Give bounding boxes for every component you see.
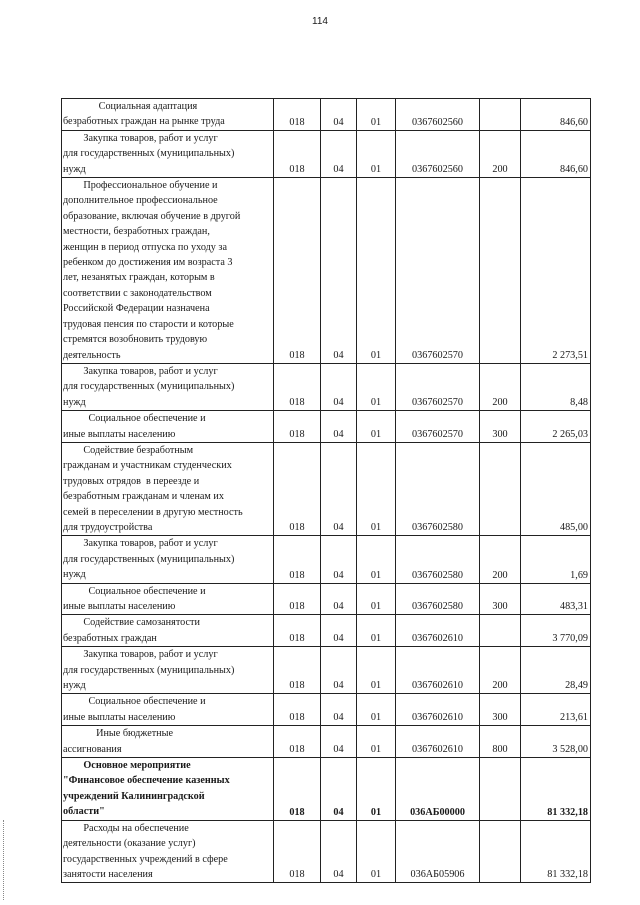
- expense-kind-cell: [480, 442, 521, 535]
- amount-cell: 846,60: [521, 130, 591, 177]
- target-article-cell: 0367602580: [396, 583, 480, 615]
- expense-kind-cell: 200: [480, 647, 521, 694]
- item-name-cell: Расходы на обеспечение деятельности (оказание услуг) государственных учреждений в сфере занятости населения: [62, 820, 274, 883]
- subsection-code-cell: 01: [357, 726, 396, 758]
- subsection-code-cell: 01: [357, 411, 396, 443]
- ministry-code-cell: 018: [274, 178, 321, 364]
- target-article-cell: 036АБ05906: [396, 820, 480, 883]
- target-article-cell: 0367602560: [396, 130, 480, 177]
- item-name-cell: Социальная адаптация безработных граждан на рынке труда: [62, 99, 274, 131]
- amount-cell: 3 528,00: [521, 726, 591, 758]
- target-article-cell: 0367602570: [396, 178, 480, 364]
- target-article-cell: 0367602570: [396, 363, 480, 410]
- section-code-cell: 04: [321, 694, 357, 726]
- section-code-cell: 04: [321, 99, 357, 131]
- item-name-cell: Социальное обеспечение и иные выплаты населению: [62, 583, 274, 615]
- subsection-code-cell: 01: [357, 536, 396, 583]
- expense-kind-cell: 800: [480, 726, 521, 758]
- budget-table: [61, 98, 591, 883]
- subsection-code-cell: 01: [357, 442, 396, 535]
- table-row: [62, 99, 591, 131]
- section-code-cell: 04: [321, 178, 357, 364]
- section-code-cell: 04: [321, 820, 357, 883]
- table-body: [62, 99, 591, 883]
- table-row: [62, 694, 591, 726]
- expense-kind-cell: 200: [480, 536, 521, 583]
- ministry-code-cell: 018: [274, 820, 321, 883]
- item-name-cell: Социальное обеспечение и иные выплаты населению: [62, 694, 274, 726]
- expense-kind-cell: [480, 615, 521, 647]
- ministry-code-cell: 018: [274, 411, 321, 443]
- table-row: [62, 647, 591, 694]
- amount-cell: 28,49: [521, 647, 591, 694]
- target-article-cell: 0367602610: [396, 647, 480, 694]
- ministry-code-cell: 018: [274, 536, 321, 583]
- target-article-cell: 036АБ00000: [396, 758, 480, 821]
- subsection-code-cell: 01: [357, 820, 396, 883]
- section-code-cell: 04: [321, 363, 357, 410]
- section-code-cell: 04: [321, 726, 357, 758]
- expense-kind-cell: 200: [480, 363, 521, 410]
- amount-cell: 213,61: [521, 694, 591, 726]
- amount-cell: 8,48: [521, 363, 591, 410]
- item-name-cell: Закупка товаров, работ и услуг для государственных (муниципальных) нужд: [62, 363, 274, 410]
- amount-cell: 483,31: [521, 583, 591, 615]
- expense-kind-cell: [480, 758, 521, 821]
- item-name-cell: Основное мероприятие "Финансовое обеспечение казенных учреждений Калининградской области": [62, 758, 274, 821]
- section-code-cell: 04: [321, 130, 357, 177]
- table-row: [62, 820, 591, 883]
- table-row: [62, 758, 591, 821]
- ministry-code-cell: 018: [274, 363, 321, 410]
- ministry-code-cell: 018: [274, 726, 321, 758]
- amount-cell: 846,60: [521, 99, 591, 131]
- page-number: 114: [312, 16, 328, 27]
- expense-kind-cell: 300: [480, 411, 521, 443]
- target-article-cell: 0367602610: [396, 726, 480, 758]
- table-row: [62, 363, 591, 410]
- ministry-code-cell: 018: [274, 647, 321, 694]
- table-row: [62, 726, 591, 758]
- section-code-cell: 04: [321, 442, 357, 535]
- subsection-code-cell: 01: [357, 130, 396, 177]
- target-article-cell: 0367602610: [396, 694, 480, 726]
- item-name-cell: Закупка товаров, работ и услуг для государственных (муниципальных) нужд: [62, 647, 274, 694]
- target-article-cell: 0367602570: [396, 411, 480, 443]
- item-name-cell: Профессиональное обучение и дополнительное профессиональное образование, включая обучение в другой местности, безработных граждан, женщин в период отпуска по уходу за ребенком до достижения им возраста 3 лет, незанятых граждан, которым в соответствии с законодательством Российской Федерации назначена трудовая пенсия по старости и которые стремятся возобновить трудовую деятельность: [62, 178, 274, 364]
- ministry-code-cell: 018: [274, 615, 321, 647]
- table-row: [62, 411, 591, 443]
- subsection-code-cell: 01: [357, 647, 396, 694]
- scan-edge-marks: [3, 820, 8, 900]
- table-row: [62, 536, 591, 583]
- subsection-code-cell: 01: [357, 178, 396, 364]
- ministry-code-cell: 018: [274, 130, 321, 177]
- section-code-cell: 04: [321, 411, 357, 443]
- table-row: [62, 583, 591, 615]
- item-name-cell: Иные бюджетные ассигнования: [62, 726, 274, 758]
- ministry-code-cell: 018: [274, 758, 321, 821]
- item-name-cell: Содействие самозанятости безработных граждан: [62, 615, 274, 647]
- ministry-code-cell: 018: [274, 442, 321, 535]
- amount-cell: 2 273,51: [521, 178, 591, 364]
- expense-kind-cell: 300: [480, 694, 521, 726]
- expense-kind-cell: [480, 99, 521, 131]
- amount-cell: 1,69: [521, 536, 591, 583]
- expense-kind-cell: [480, 178, 521, 364]
- item-name-cell: Закупка товаров, работ и услуг для государственных (муниципальных) нужд: [62, 130, 274, 177]
- expense-kind-cell: [480, 820, 521, 883]
- item-name-cell: Закупка товаров, работ и услуг для государственных (муниципальных) нужд: [62, 536, 274, 583]
- target-article-cell: 0367602610: [396, 615, 480, 647]
- section-code-cell: 04: [321, 758, 357, 821]
- table-row: [62, 442, 591, 535]
- subsection-code-cell: 01: [357, 615, 396, 647]
- item-name-cell: Содействие безработным гражданам и участникам студенческих трудовых отрядов в переезде и безработным гражданам и членам их семей в переселении в другую местность для трудоустройства: [62, 442, 274, 535]
- subsection-code-cell: 01: [357, 363, 396, 410]
- expense-kind-cell: 200: [480, 130, 521, 177]
- section-code-cell: 04: [321, 536, 357, 583]
- table-row: [62, 130, 591, 177]
- amount-cell: 2 265,03: [521, 411, 591, 443]
- target-article-cell: 0367602560: [396, 99, 480, 131]
- subsection-code-cell: 01: [357, 99, 396, 131]
- table-row: [62, 615, 591, 647]
- item-name-cell: Социальное обеспечение и иные выплаты населению: [62, 411, 274, 443]
- amount-cell: 485,00: [521, 442, 591, 535]
- section-code-cell: 04: [321, 615, 357, 647]
- expense-kind-cell: 300: [480, 583, 521, 615]
- ministry-code-cell: 018: [274, 694, 321, 726]
- section-code-cell: 04: [321, 583, 357, 615]
- ministry-code-cell: 018: [274, 583, 321, 615]
- amount-cell: 81 332,18: [521, 758, 591, 821]
- amount-cell: 3 770,09: [521, 615, 591, 647]
- target-article-cell: 0367602580: [396, 442, 480, 535]
- section-code-cell: 04: [321, 647, 357, 694]
- subsection-code-cell: 01: [357, 583, 396, 615]
- target-article-cell: 0367602580: [396, 536, 480, 583]
- table-row: [62, 178, 591, 364]
- subsection-code-cell: 01: [357, 694, 396, 726]
- amount-cell: 81 332,18: [521, 820, 591, 883]
- subsection-code-cell: 01: [357, 758, 396, 821]
- ministry-code-cell: 018: [274, 99, 321, 131]
